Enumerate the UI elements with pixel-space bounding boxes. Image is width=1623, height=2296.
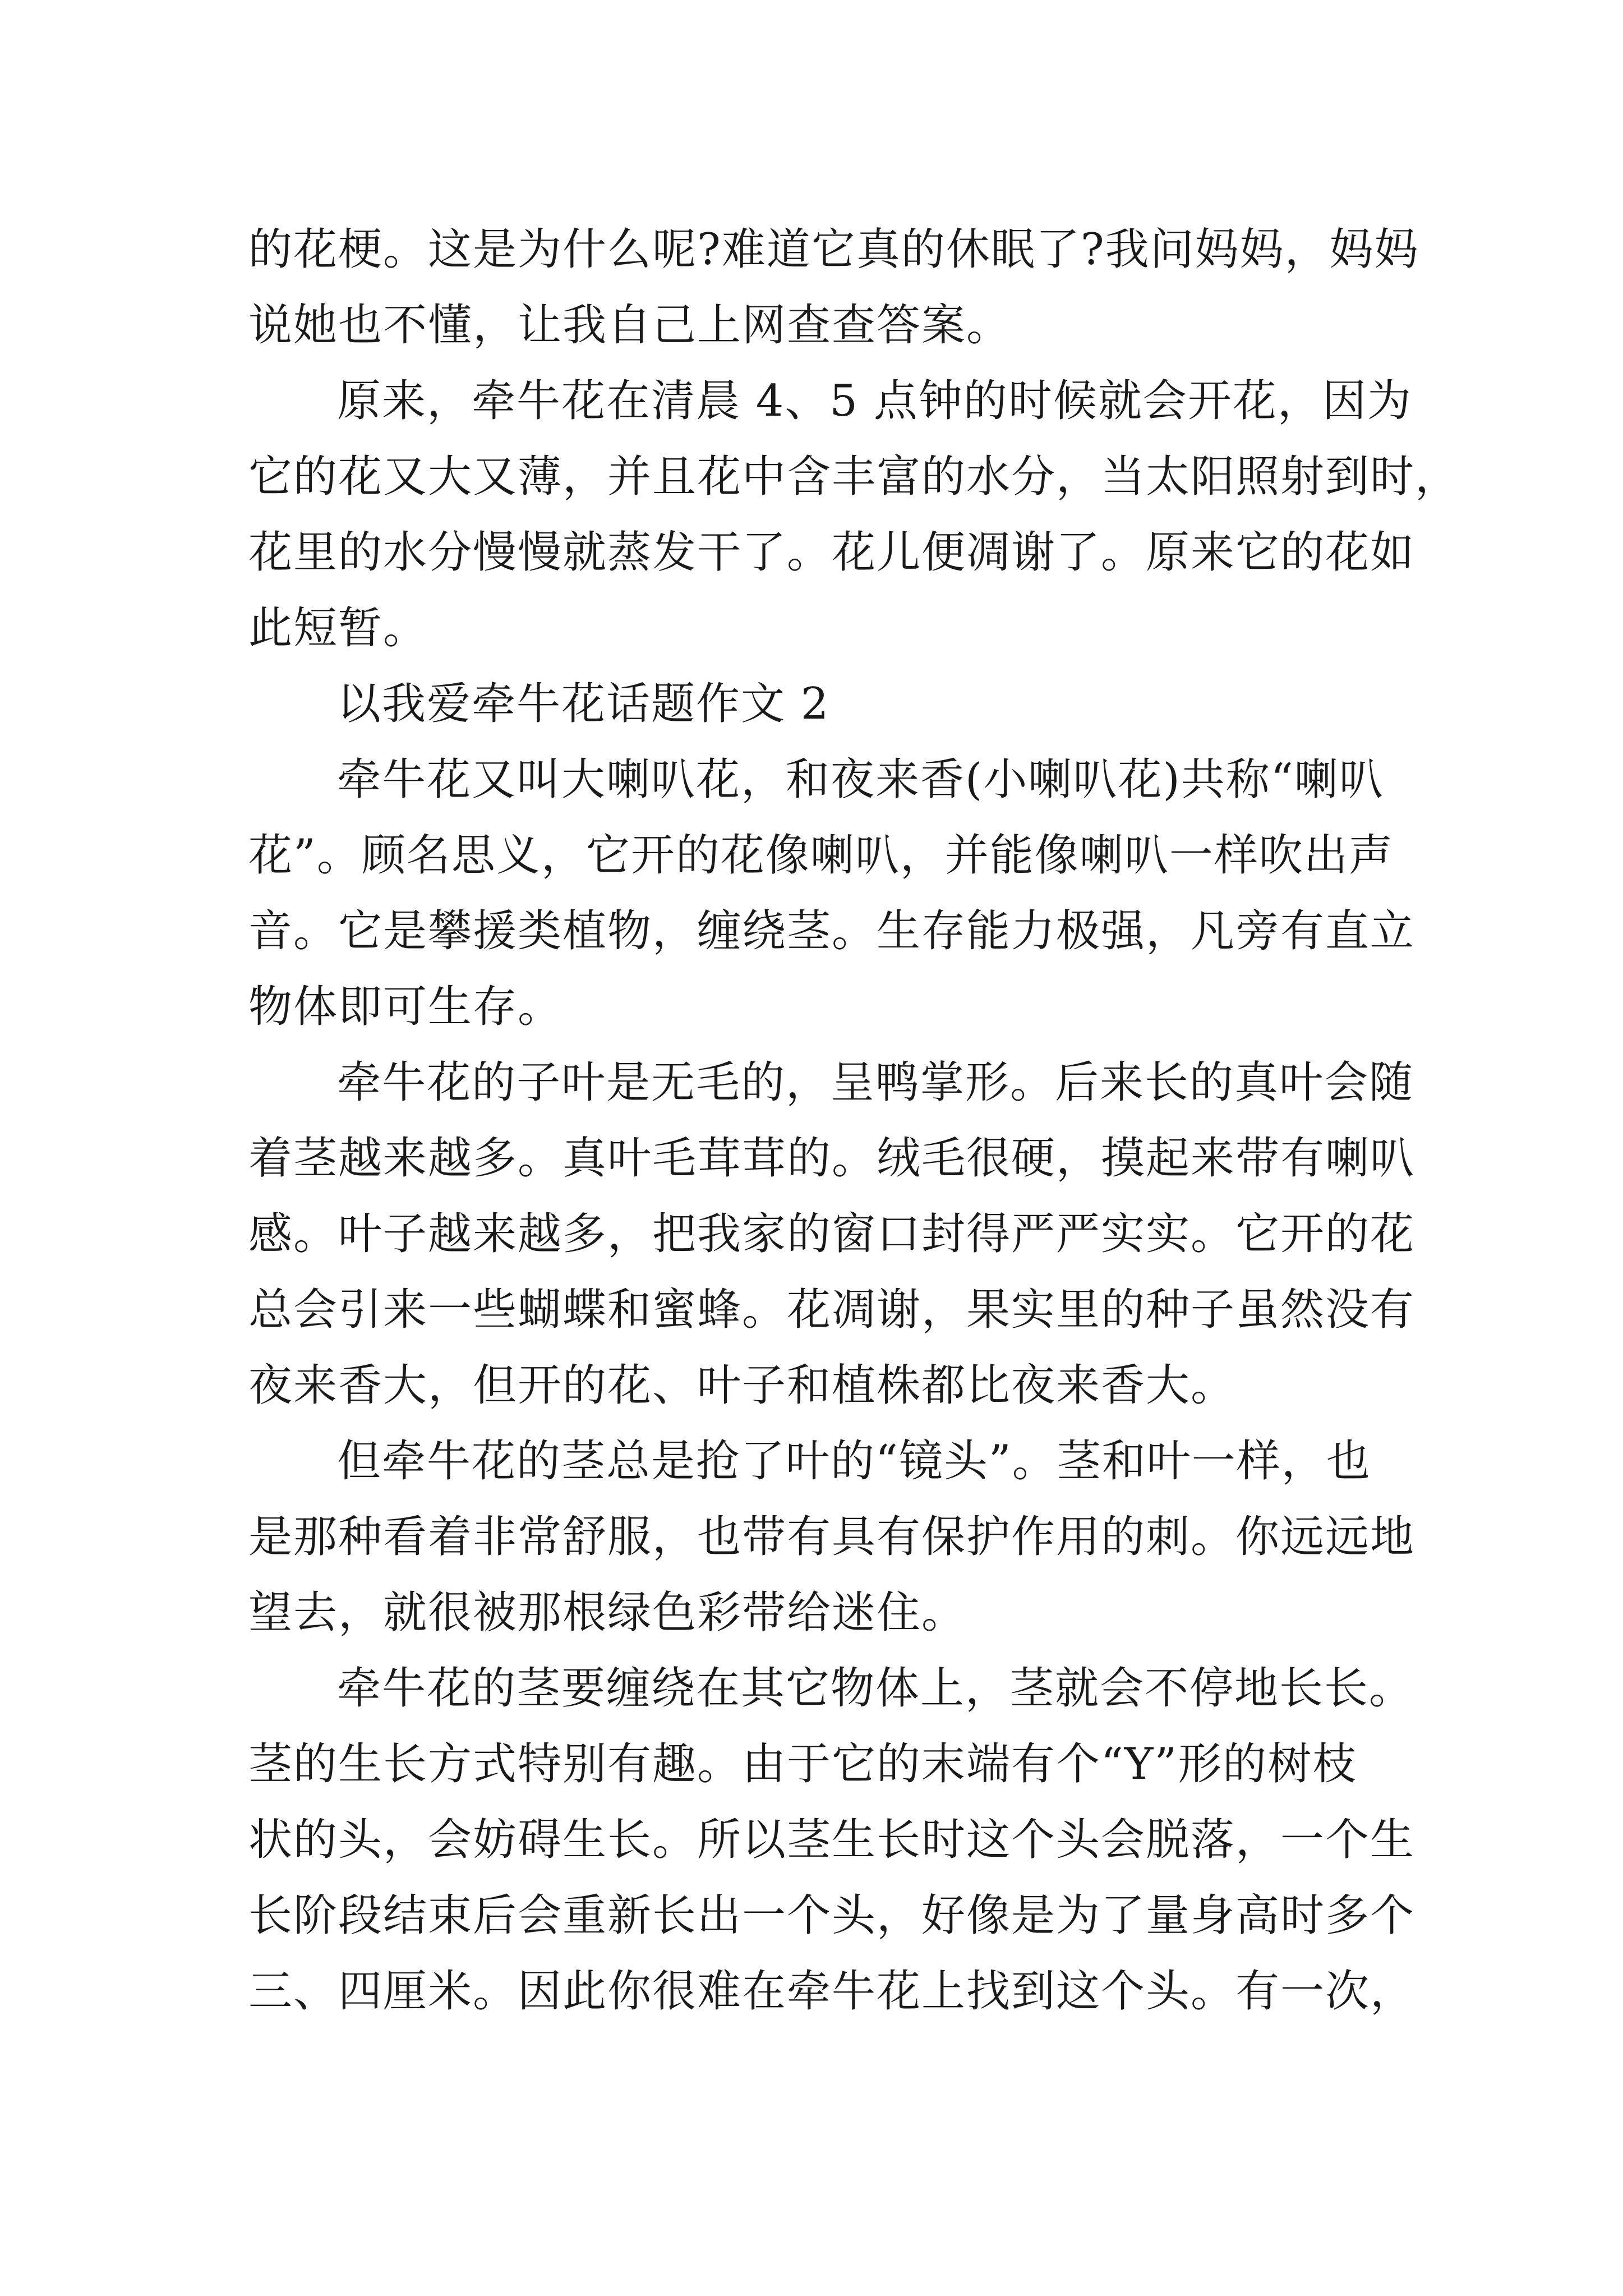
text-line: 此短暂。 (248, 603, 428, 654)
text-line: 花”。顾名思义，它开的花像喇叭，并能像喇叭一样吹出声 (248, 830, 1394, 881)
paragraph-first-line: 原来，牵牛花在清晨 4、5 点钟的时候就会开花，因为 (337, 376, 1412, 426)
text-line: 花里的水分慢慢就蒸发干了。花儿便凋谢了。原来它的花如 (248, 527, 1415, 578)
text-line: 是那种看着非常舒服，也带有具有保护作用的刺。你远远地 (248, 1512, 1415, 1562)
text-line: 的花梗。这是为什么呢?难道它真的休眠了?我问妈妈，妈妈 (248, 224, 1419, 275)
text-line: 物体即可生存。 (248, 982, 563, 1032)
text-line: 说她也不懂，让我自己上网查查答案。 (248, 300, 1012, 351)
text-line: 着茎越来越多。真叶毛茸茸的。绒毛很硬，摸起来带有喇叭 (248, 1133, 1415, 1184)
text-line: 茎的生长方式特别有趣。由于它的末端有个“Y”形的树枝 (248, 1739, 1358, 1789)
paragraph-first-line: 牵牛花又叫大喇叭花，和夜来香(小喇叭花)共称“喇叭 (337, 754, 1384, 805)
text-line: 感。叶子越来越多，把我家的窗口封得严严实实。它开的花 (248, 1209, 1415, 1259)
paragraph-first-line: 牵牛花的子叶是无毛的，呈鸭掌形。后来长的真叶会随 (337, 1057, 1414, 1108)
document-body (248, 212, 1460, 2030)
text-line: 状的头，会妨碍生长。所以茎生长时这个头会脱落，一个生 (248, 1815, 1415, 1865)
paragraph-first-line: 但牵牛花的茎总是抢了叶的“镜头”。茎和叶一样，也 (337, 1436, 1371, 1487)
text-line: 望去，就很被那根绿色彩带给迷住。 (248, 1588, 967, 1638)
text-line: 它的花又大又薄，并且花中含丰富的水分，当太阳照射到时， (248, 452, 1460, 502)
text-line: 音。它是攀援类植物，缠绕茎。生存能力极强，凡旁有直立 (248, 906, 1415, 956)
text-line: 夜来香大，但开的花、叶子和植株都比夜来香大。 (248, 1360, 1236, 1411)
text-line: 三、四厘米。因此你很难在牵牛花上找到这个头。有一次， (248, 1966, 1415, 2017)
paragraph-first-line: 以我爱牵牛花话题作文 2 (337, 679, 830, 729)
paragraph-first-line: 牵牛花的茎要缠绕在其它物体上，茎就会不停地长长。 (337, 1663, 1414, 1714)
text-line: 总会引来一些蝴蝶和蜜蜂。花凋谢，果实里的种子虽然没有 (248, 1285, 1415, 1335)
text-line: 长阶段结束后会重新长出一个头，好像是为了量身高时多个 (248, 1890, 1415, 1941)
